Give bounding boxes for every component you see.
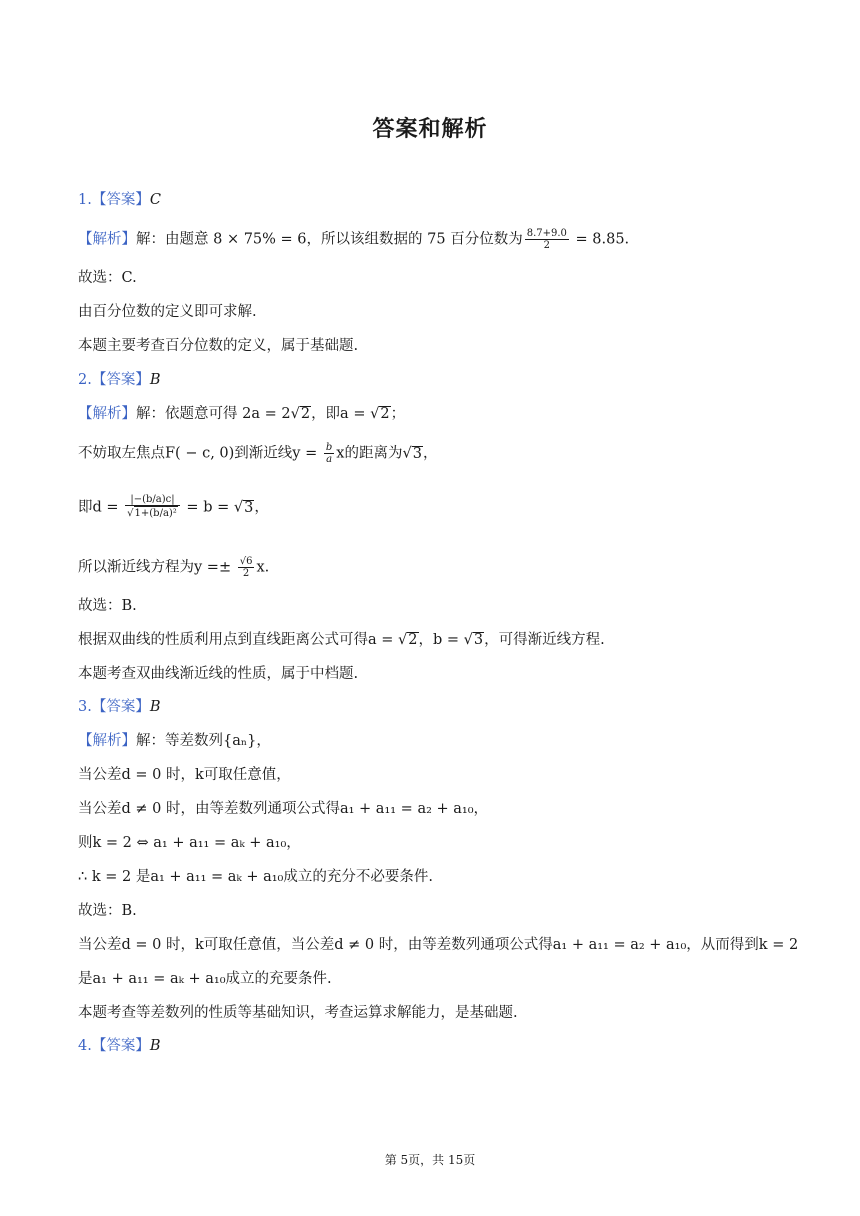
q3-line-3: 当公差d ≠ 0 时，由等差数列通项公式得a₁ + a₁₁ = a₂ + a₁₀， (78, 801, 489, 817)
q2-line-6-sqrt-1: 2 (408, 632, 418, 648)
answer-label: 【答案】 (91, 699, 150, 715)
q2-distance-fraction (125, 494, 180, 521)
q1-answer: C (149, 192, 161, 208)
q3-analysis-line (78, 731, 271, 751)
q1-number: 1. (78, 192, 92, 208)
q2-line-6-end: ，可得渐近线方程. (484, 632, 605, 648)
q1-analysis-result: = 8.85. (570, 231, 630, 248)
q1-choose: 故选：C. (78, 270, 137, 286)
q1-explain-2: 本题主要考查百分位数的定义，属于基础题. (78, 338, 359, 354)
sqrt-symbol: √ (233, 499, 244, 516)
q2-line-4-post: x. (256, 559, 270, 576)
q2-analysis-line (78, 404, 405, 424)
sqrt-symbol: √ (127, 508, 134, 519)
q2-line-6 (78, 630, 605, 650)
answer-label: 【答案】 (91, 1038, 150, 1054)
q2-analysis-mid: ，即a = (311, 406, 371, 422)
q3-line-7: 当公差d = 0 时，k可取任意值，当公差d ≠ 0 时，由等差数列通项公式得a₁ + a₁₁ = a₂ + a₁₀，从而得到k = 2 (78, 937, 799, 953)
q1-fraction-num: 8.7+9.0 (526, 228, 567, 239)
q2-choose: 故选：B. (78, 598, 137, 614)
q3-line-5: ∴ k = 2 是a₁ + a₁₁ = aₖ + a₁₀成立的充分不必要条件. (78, 869, 433, 885)
q2-line-3-end: ， (254, 499, 269, 516)
q2-line-3-sqrt: 3 (244, 499, 254, 516)
q2-analysis-text: 解：依题意可得 2a = 2 (136, 406, 291, 422)
analysis-label: 【解析】 (78, 733, 136, 749)
q2-line-3-post: = b = (181, 499, 234, 516)
q2-line-6-sqrt-2: 3 (473, 632, 484, 648)
q3-line-2: 当公差d = 0 时，k可取任意值， (78, 767, 291, 783)
q3-line-9: 本题考查等差数列的性质等基础知识，考查运算求解能力，是基础题. (78, 1005, 518, 1021)
sqrt-symbol: √ (290, 406, 300, 422)
q1-explain-1: 由百分位数的定义即可求解. (78, 304, 257, 320)
q3-choose: 故选：B. (78, 903, 137, 919)
q3-number: 3. (78, 699, 92, 715)
q2-number: 2. (78, 372, 92, 388)
q2-distance-num: |−(b/a)c| (125, 494, 180, 506)
q2-asymptote-fraction (238, 556, 255, 579)
q1-analysis-text: 解：由题意 8 × 75% = 6，所以该组数据的 75 百分位数为 (136, 231, 523, 248)
q2-answer-line (78, 370, 161, 390)
q2-sqrt-1: 2 (300, 406, 311, 422)
q1-answer-line (78, 190, 161, 210)
q2-line-2-mid: x的距离为 (336, 445, 403, 462)
page-footer: 第 5页，共 15页 (384, 1153, 476, 1167)
q2-line-3 (78, 494, 269, 521)
q2-line-6-mid: ，b = (418, 632, 464, 648)
q2-asymptote-num: √6 (239, 556, 253, 567)
q1-fraction-den: 2 (543, 240, 550, 251)
q2-sqrt-2: 2 (380, 406, 390, 422)
q2-answer: B (149, 372, 161, 388)
analysis-label: 【解析】 (78, 231, 136, 248)
answer-label: 【答案】 (91, 372, 150, 388)
q2-line-3-pre: 即d = (78, 499, 124, 516)
sqrt-symbol: √ (370, 406, 380, 422)
sqrt-symbol: √ (402, 445, 412, 462)
sqrt-symbol: √ (463, 632, 473, 648)
q2-line-4 (78, 556, 269, 579)
q2-asymptote-den: 2 (242, 568, 250, 579)
q2-slope-den: a (326, 454, 333, 465)
q2-line-2-sqrt: 3 (412, 445, 422, 462)
q2-distance-den (125, 506, 180, 521)
q3-analysis-text: 解：等差数列{aₙ}， (136, 733, 271, 749)
analysis-label: 【解析】 (78, 406, 136, 422)
q4-number: 4. (78, 1038, 92, 1054)
q4-answer-line (78, 1036, 161, 1056)
answer-label: 【答案】 (91, 192, 150, 208)
q2-line-2 (78, 442, 437, 465)
q4-answer: B (149, 1038, 161, 1054)
q2-line-2-end: ， (422, 445, 438, 462)
page-title: 答案和解析 (372, 117, 488, 142)
q2-line-4-pre: 所以渐近线方程为y =± (78, 559, 236, 576)
q2-line-6-pre: 根据双曲线的性质利用点到直线距离公式可得a = (78, 632, 399, 648)
q3-answer-line (78, 697, 161, 717)
q2-slope-fraction (324, 442, 334, 465)
q2-analysis-end: ； (390, 406, 406, 422)
q1-fraction (525, 228, 569, 251)
sqrt-symbol: √ (398, 632, 408, 648)
q3-line-8: 是a₁ + a₁₁ = aₖ + a₁₀成立的充要条件. (78, 971, 332, 987)
q2-line-2-pre: 不妨取左焦点F( − c, 0)到渐近线y = (78, 445, 322, 462)
q2-line-7: 本题考查双曲线渐近线的性质，属于中档题. (78, 666, 359, 682)
q3-line-4: 则k = 2 ⇔ a₁ + a₁₁ = aₖ + a₁₀， (78, 835, 301, 851)
q3-answer: B (149, 699, 161, 715)
q1-analysis-line (78, 228, 629, 251)
q2-distance-den-sqrt: 1+(b/a)² (134, 508, 177, 519)
q2-slope-num: b (325, 442, 333, 453)
